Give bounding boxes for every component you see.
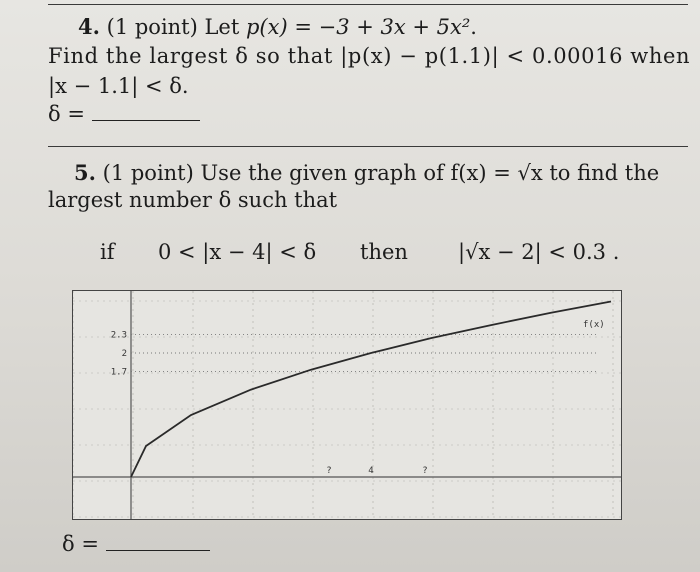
y-tick-label: 1.7 (110, 367, 127, 378)
problem5-line2: largest number δ such that (48, 188, 338, 212)
problem5-number: 5. (74, 160, 96, 185)
problem4-answer (48, 102, 200, 126)
problem4-points: (1 point) Let (106, 15, 246, 39)
problem4-number: 4. (78, 14, 100, 39)
problem4-function-end: . (470, 15, 477, 39)
cond-then: then (360, 240, 408, 264)
graph-canvas (73, 291, 621, 519)
problem4-answer-label: δ = (48, 102, 92, 126)
y-tick-label: 2 (121, 349, 127, 359)
section-divider (48, 146, 688, 147)
x-tick-label: ? (326, 466, 332, 476)
cond-left: 0 < |x − 4| < δ (158, 240, 317, 264)
problem4-answer-field[interactable] (92, 120, 200, 121)
x-tick-label: ? (422, 466, 428, 476)
sqrt-graph (72, 290, 622, 520)
cond-if: if (100, 240, 115, 264)
problem5-answer-label: δ = (62, 532, 106, 556)
problem4-function: p(x) = −3 + 3x + 5x² (245, 15, 471, 39)
x-tick-label: 4 (368, 466, 374, 476)
curve-label: f(x) (583, 320, 605, 330)
problem5-answer (62, 532, 210, 556)
sqrt-curve (131, 302, 611, 478)
top-divider (48, 4, 688, 5)
problem4-condition-line: Find the largest δ so that |p(x) − p(1.1)| < 0.00016 when (48, 44, 691, 68)
problem4-delta-line: |x − 1.1| < δ. (48, 74, 189, 98)
cond-right: |√x − 2| < 0.3 . (458, 240, 620, 264)
problem4-heading (78, 14, 477, 39)
problem5-heading (74, 160, 659, 185)
problem5-answer-field[interactable] (106, 550, 210, 551)
y-tick-label: 2.3 (110, 330, 127, 341)
problem5-text: (1 point) Use the given graph of f(x) = √x to find the (102, 161, 660, 185)
